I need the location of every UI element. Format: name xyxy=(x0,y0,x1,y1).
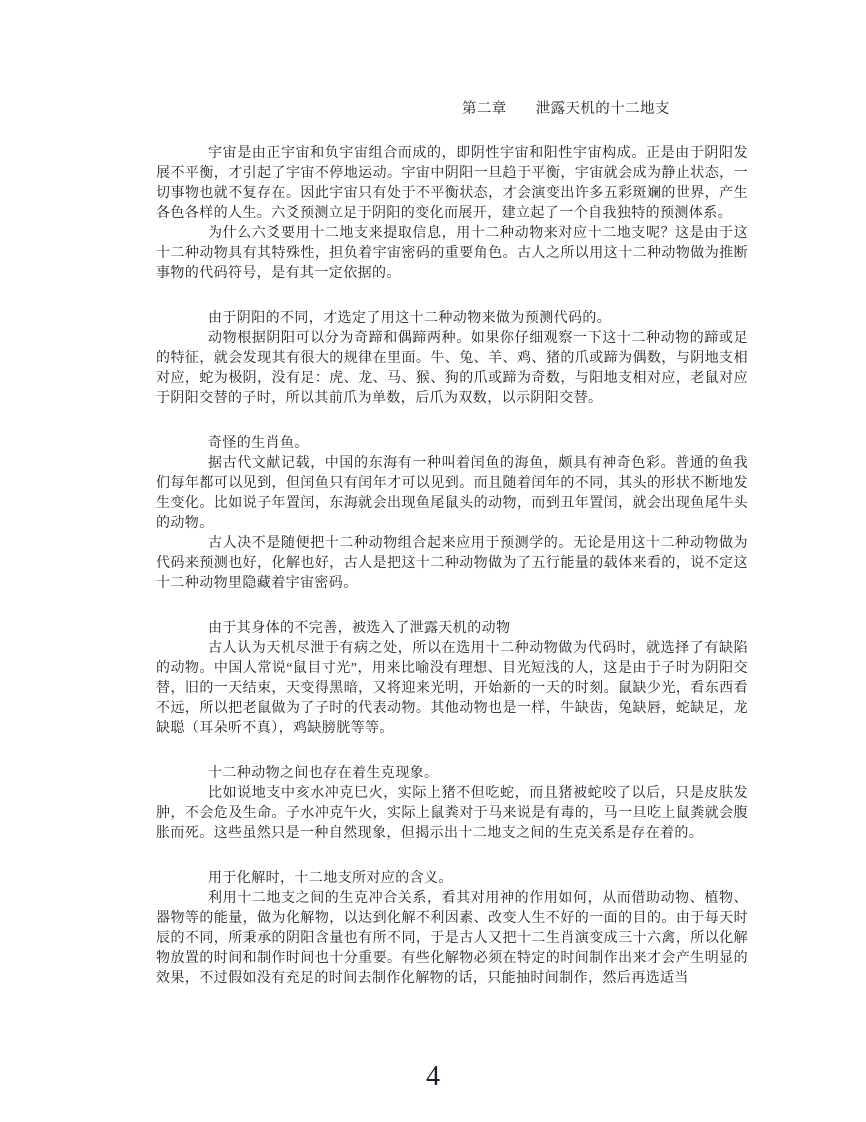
body-paragraph: 古人认为天机尽泄于有病之处，所以在选用十二种动物做为代码时，就选择了有缺陷的动物。中国人常说“鼠目寸光”，用来比喻没有理想、目光短浅的人，这是由于子时为阴阳交替，旧的一天结束，天变得黑暗，又将迎来光明，开始新的一天的时刻。鼠缺少光，看东西看不远，所以把老鼠做为了子时的代表动物。其他动物也是一样，牛缺齿，兔缺唇，蛇缺足，龙缺聪（耳朵听不真），鸡缺膀胱等等。 xyxy=(156,641,748,736)
section-imperfect-animals xyxy=(156,619,748,739)
body-paragraph: 动物根据阴阳可以分为奇蹄和偶蹄两种。如果你仔细观察一下这十二种动物的蹄或足的特征，就会发现其有很大的规律在里面。牛、兔、羊、鸡、猪的爪或蹄为偶数，与阴地支相对应，蛇为极阴，没有足：虎、龙、马、猴、狗的爪或蹄为奇数，与阳地支相对应，老鼠对应于阴阳交替的子时，所以其前爪为单数，后爪为双数，以示阴阳交替。 xyxy=(156,331,748,406)
section-shengke-phenomenon xyxy=(156,764,748,844)
body-paragraph: 比如说地支中亥水冲克巳火，实际上猪不但吃蛇，而且猪被蛇咬了以后，只是皮肤发肿，不会危及生命。子水冲克午火，实际上鼠粪对于马来说是有毒的，马一旦吃上鼠粪就会腹胀而死。这些虽然只是一种自然现象，但揭示出十二地支之间的生克关系是存在着的。 xyxy=(156,786,748,841)
body-paragraph: 据古代文献记载，中国的东海有一种叫着闰鱼的海鱼，颇具有神奇色彩。普通的鱼我们每年都可以见到，但闰鱼只有闰年才可以见到。而且随着闰年的不同，其头的形状不断地发生变化。比如说子年置闰，东海就会出现鱼尾鼠头的动物，而到丑年置闰，就会出现鱼尾牛头的动物。 xyxy=(156,456,748,531)
text-block xyxy=(156,99,748,989)
body-paragraph: 宇宙是由正宇宙和负宇宙组合而成的，即阴性宇宙和阳性宇宙构成。正是由于阴阳发展不平衡，才引起了宇宙不停地运动。宇宙中阴阳一旦趋于平衡，宇宙就会成为静止状态，一切事物也就不复存在。因此宇宙只有处于不平衡状态，才会演变出许多五彩斑斓的世界，产生各色各样的人生。六爻预测立足于阴阳的变化而展开，建立起了一个自我独特的预测体系。 xyxy=(156,146,748,221)
section-heading: 用于化解时，十二地支所对应的含义。 xyxy=(208,871,453,886)
section-yinyang-selection xyxy=(156,309,748,409)
section-heading: 由于阴阳的不同，才选定了用这十二种动物来做为预测代码的。 xyxy=(208,311,612,326)
section-zodiac-fish xyxy=(156,434,748,594)
chapter-title: 泄露天机的十二地支 xyxy=(535,101,670,117)
chapter-label: 第二章 xyxy=(462,101,507,117)
section-heading: 十二种动物之间也存在着生克现象。 xyxy=(208,766,439,781)
section-heading: 奇怪的生肖鱼。 xyxy=(208,436,309,451)
body-paragraph: 古人决不是随便把十二种动物组合起来应用于预测学的。无论是用这十二种动物做为代码来预测也好，化解也好，古人是把这十二种动物做为了五行能量的载体来看的，说不定这十二种动物里隐藏着宇宙密码。 xyxy=(156,536,748,591)
section-intro xyxy=(156,144,748,284)
chapter-heading xyxy=(156,99,748,119)
body-paragraph: 利用十二地支之间的生克冲合关系，看其对用神的作用如何，从而借助动物、植物、器物等的能量，做为化解物，以达到化解不利因素、改变人生不好的一面的目的。由于每天时辰的不同，所秉承的阴阳含量也有所不同，于是古人又把十二生肖演变成三十六禽，所以化解物放置的时间和制作时间也十分重要。有些化解物必须在特定的时间制作出来才会产生明显的效果，不过假如没有充足的时间去制作化解物的话，只能抽时间制作，然后再选适当 xyxy=(156,891,748,986)
section-huajie-meaning xyxy=(156,869,748,989)
page-number: 4 xyxy=(426,1061,440,1092)
section-heading: 由于其身体的不完善，被选入了泄露天机的动物 xyxy=(208,621,511,636)
body-paragraph: 为什么六爻要用十二地支来提取信息，用十二种动物来对应十二地支呢？这是由于这十二种动物具有其特殊性，担负着宇宙密码的重要角色。古人之所以用这十二种动物做为推断事物的代码符号，是有其一定依据的。 xyxy=(156,226,748,281)
